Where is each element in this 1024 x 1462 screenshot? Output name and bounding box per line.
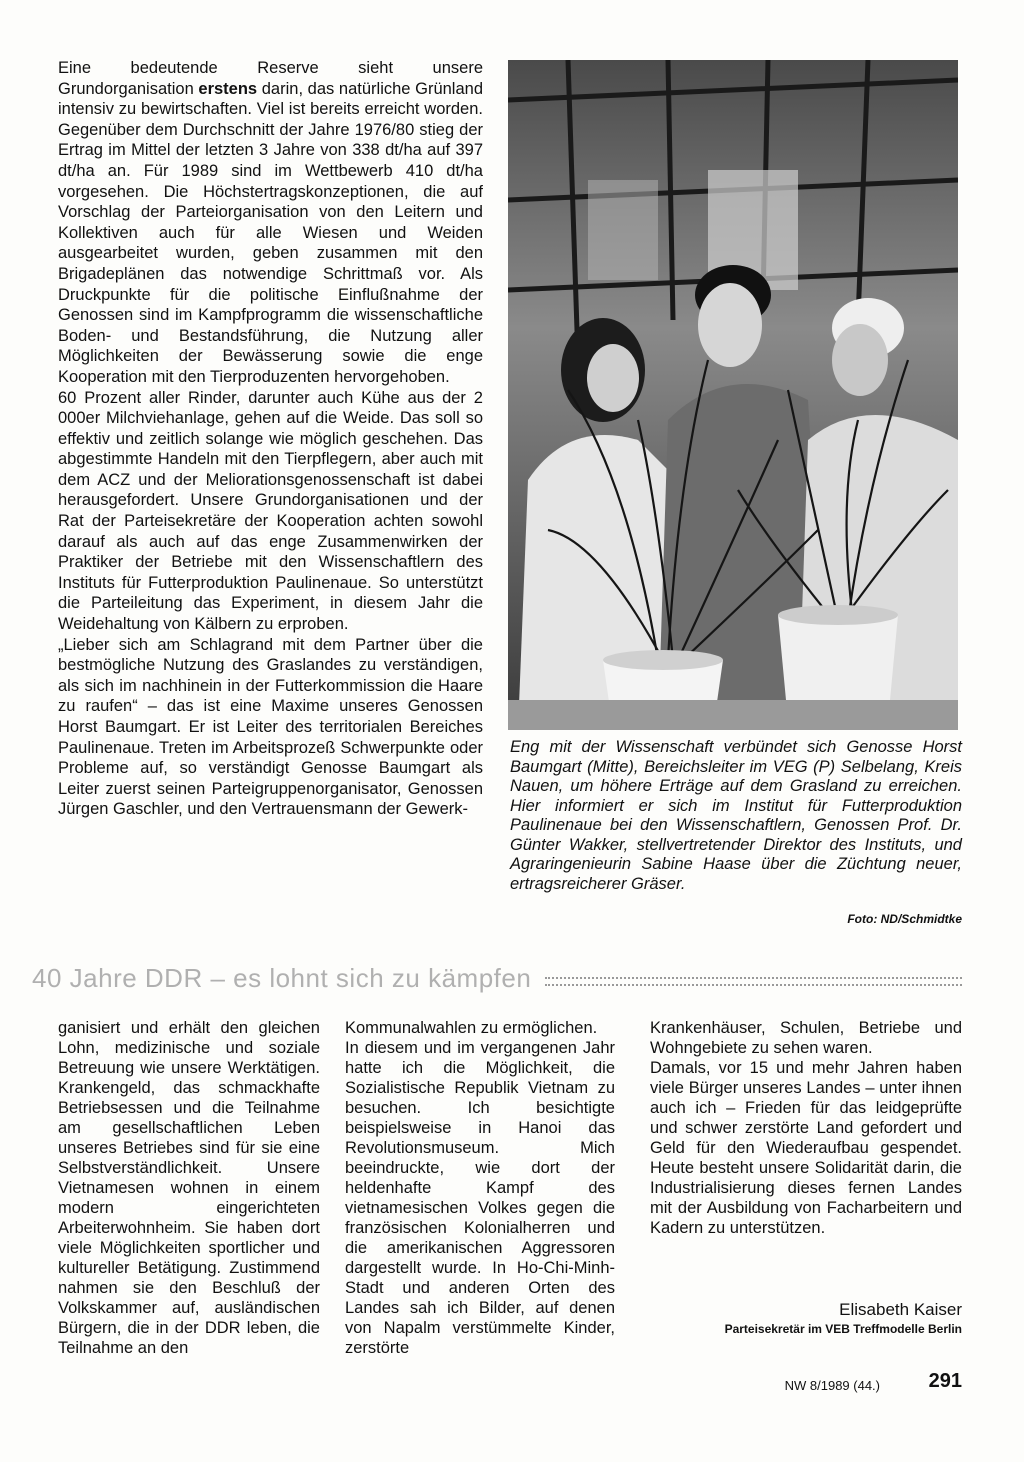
lower-column-3 (650, 1018, 962, 1238)
upper-paragraph-1: Eine bedeutende Reserve sieht unsere Grundorganisation erstens darin, das natürliche Grünland intensiv zu bewirtschaften. Viel ist bereits erreicht worden. Gegenüber dem Durchschnitt der Jahre 1976/80 stieg der Ertrag im Mittel der letzten 3 Jahre von 338 dt/ha auf 397 dt/ha an. Für 1989 sind im Wettbewerb 410 dt/ha vorgesehen. Die Höchstertragskonzeptionen, die auf Vorschlag der Parteiorganisation von den Leitern und Kollektiven auch für alle Wiesen und Weiden ausgearbeitet wurden, geben zusammen mit den Brigadeplänen das notwendige Schrittmaß vor. Als Druckpunkte für die politische Einflußnahme der Genossen sind im Kampfprogramm die wissenschaftliche Boden- und Bestandsführung, die Nutzung aller Möglichkeiten der Bewässerung sowie die enge Kooperation mit den Tierproduzenten hervorgehoben. (58, 59, 483, 386)
page-number: 291 (928, 1370, 962, 1392)
issue-reference: NW 8/1989 (44.) (784, 1378, 880, 1393)
column-1-text: ganisiert und erhält den gleichen Lohn, medizinische und soziale Betreuung wie unsere Werktätigen. Krankengeld, das schmackhafte Betriebsessen und die Teilnahme am gesellschaftlichen Leben unseres Betriebes sind für sie eine Selbstverständlichkeit. Unsere Vietnamesen wohnen in einem modern eingerichteten Arbeiterwohnheim. Sie haben dort viele Möglichkeiten sportlicher und kultureller Betätigung. Zustimmend nahmen sie den Beschluß der Volkskammer auf, ausländischen Bürgern, die in der DDR leben, die Teilnahme an den (58, 1019, 320, 1357)
greenhouse-photo-image (508, 60, 958, 730)
banner-title: 40 Jahre DDR – es lohnt sich zu kämpfen (32, 962, 532, 993)
upper-paragraph-2: 60 Prozent aller Rinder, darunter auch Kühe aus der 2 000er Milchviehanlage, gehen auf die Weide. Das soll so effektiv und zeitlich solange wie möglich geschehen. Das abgestimmte Handeln mit den Tierpflegern, aber auch mit dem ACZ und der Meliorationsgenossenschaft ist dabei herausgefordert. Unsere Grundorganisationen und der Rat der Parteisekretäre der Kooperation achten sowohl darauf als auch auf das enge Zusammenwirken der Praktiker der Betriebe mit den Wissenschaftlern des Instituts für Futterproduktion Paulinenaue. So unterstützt die Parteileitung das Experiment, in diesem Jahr die Weidehaltung von Kälbern zu erproben. (58, 388, 483, 634)
banner-rule-divider (545, 977, 962, 986)
column-3-paragraph-2: Damals, vor 15 und mehr Jahren haben viele Bürger unseres Landes – unter ihnen auch ich – Frieden für das leidgeprüfte und schwer zerstörte Land gefordert und Geld für den Wiederaufbau gespendet. Heute besteht unsere Solidarität darin, die Industrialisierung dieses fernen Landes mit der Ausbildung von Facharbeitern und Kadern zu unterstützen. (650, 1059, 962, 1237)
column-2-paragraph-1: Kommunalwahlen zu ermöglichen. (345, 1019, 598, 1037)
lower-column-2 (345, 1018, 615, 1358)
column-2-paragraph-2: In diesem und im vergangenen Jahr hatte ich die Möglichkeit, die Sozialistische Republik Vietnam zu besuchen. Ich besichtigte beispielsweise in Hanoi das Revolutionsmuseum. Mich beeindruckte, wie dort der heldenhafte Kampf des vietnamesischen Volkes gegen die französischen Kolonialherren und die amerikanischen Aggressoren dargestellt wurde. In Ho-Chi-Minh-Stadt und anderen Orten des Landes sah ich Bilder, auf denen von Napalm verstümmelte Kinder, zerstörte (345, 1039, 615, 1357)
photo-credit: Foto: ND/Schmidtke (847, 912, 962, 926)
author-role: Parteisekretär im VEB Treffmodelle Berlin (724, 1322, 962, 1336)
upper-paragraph-3: „Lieber sich am Schlagrand mit dem Partner über die bestmögliche Nutzung des Graslandes zu verständigen, als sich im nachhinein in der Futterkommission die Haare zu raufen“ – das ist eine Maxime unseres Genossen Horst Baumgart. Er ist Leiter des territorialen Bereiches Paulinenaue. Treten im Arbeitsprozeß Schwerpunkte oder Probleme auf, so verständigt Genosse Baumgart als Leiter zuerst seinen Parteigruppenorganisator, Genossen Jürgen Gaschler, und den Vertrauensmann der Gewerk- (58, 635, 483, 819)
emphasis-erstens: erstens (198, 79, 258, 98)
section-banner (32, 960, 962, 996)
news-photo (508, 60, 958, 730)
photo-caption: Eng mit der Wissenschaft verbündet sich Genosse Horst Baumgart (Mitte), Bereichsleiter im VEG (P) Selbelang, Kreis Nauen, um höhere Erträge auf dem Grasland zu erreichen. Hier informiert er sich im Institut für Futterproduktion Paulinenaue bei den Wissenschaftlern, Genossen Prof. Dr. Günter Wakker, stellvertretender Direktor des Instituts, und Agraringenieurin Sabine Haase über die Züchtung neuer, ertragsreicherer Gräser. (510, 738, 962, 893)
upper-article (58, 58, 483, 820)
author-name: Elisabeth Kaiser (839, 1300, 962, 1319)
column-3-paragraph-1: Krankenhäuser, Schulen, Betriebe und Wohngebiete zu sehen waren. (650, 1019, 962, 1057)
lower-column-1 (58, 1018, 320, 1358)
